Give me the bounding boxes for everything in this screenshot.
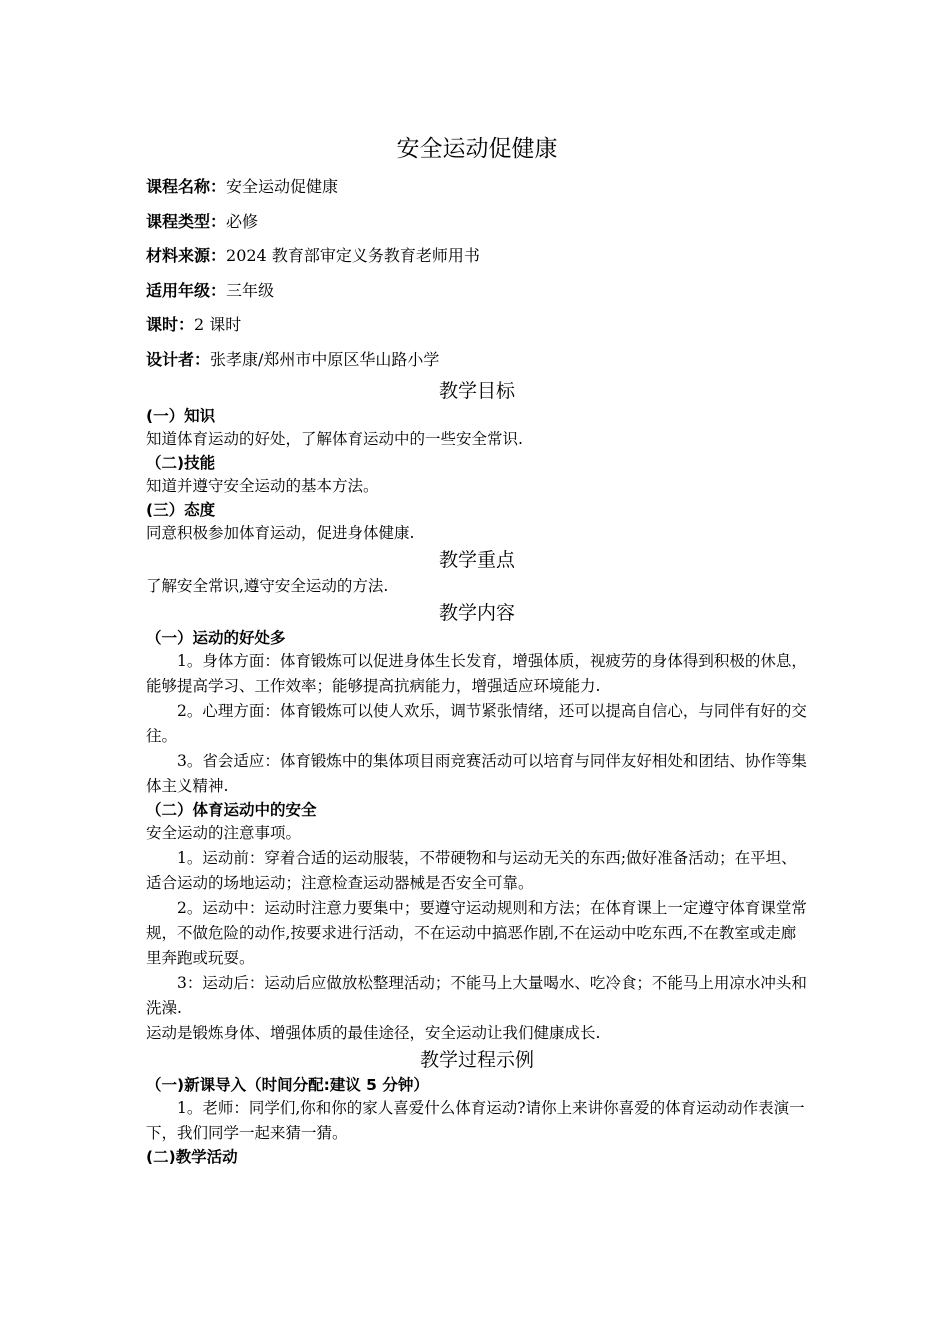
meta-key: 课时： <box>146 315 195 334</box>
subheading-safety: （二）体育运动中的安全 <box>146 801 317 819</box>
meta-value: 张孝康/郑州市中原区华山路小学 <box>210 349 440 369</box>
subheading-activities: (二)教学活动 <box>146 1148 238 1166</box>
meta-key: 设计者： <box>146 349 211 369</box>
meta-hours <box>146 308 808 343</box>
paragraph-after-exercise: 3：运动后：运动后应做放松整理活动；不能马上大量喝水、吃冷食；不能马上用凉水冲头和洗澡. <box>146 974 807 1017</box>
meta-material-source <box>146 239 808 274</box>
section-heading-content: 教学内容 <box>438 602 515 624</box>
subheading-attitude: (三）态度 <box>146 501 216 519</box>
content-conclusion: 运动是锻炼身体、增强体质的最佳途径，安全运动让我们健康成长. <box>146 1024 601 1042</box>
meta-value: 安全运动促健康 <box>226 177 339 196</box>
goal-knowledge-text: 知道体育运动的好处，了解体育运动中的一些安全常识. <box>146 430 523 448</box>
meta-designer <box>146 343 808 378</box>
meta-value: 必修 <box>226 211 259 231</box>
meta-key: 课程名称： <box>146 177 227 196</box>
safety-intro: 安全运动的注意事项。 <box>146 824 302 842</box>
subheading-skills: （二)技能 <box>146 454 216 472</box>
meta-key: 适用年级： <box>146 280 227 300</box>
meta-course-name <box>146 170 808 205</box>
meta-value: 三年级 <box>226 280 275 300</box>
paragraph-social: 3。省会适应：体育锻炼中的集体项目雨竞赛活动可以培育与同伴友好相处和团结、协作等集体主义精神. <box>146 752 807 795</box>
document-page <box>146 130 808 1168</box>
paragraph-physical: 1。身体方面：体育锻炼可以促进身体生长发育，增强体质，视疲劳的身体得到积极的休息，能够提高学习、工作效率；能够提高抗病能力，增强适应环境能力. <box>146 652 807 695</box>
meta-value: 2 课时 <box>194 315 242 334</box>
meta-key: 材料来源： <box>146 246 227 265</box>
paragraph-before-exercise: 1。运动前：穿着合适的运动服装，不带硬物和与运动无关的东西;做好准备活动；在平坦、适合运动的场地运动；注意检查运动器械是否安全可靠。 <box>146 849 797 892</box>
key-points-text: 了解安全常识,遵守安全运动的方法. <box>146 577 389 595</box>
paragraph-during-exercise: 2。运动中：运动时注意力要集中；要遵守运动规则和方法；在体育课上一定遵守体育课堂常规，不做危险的动作,按要求进行活动，不在运动中搞恶作剧,不在运动中吃东西,不在教室或走廊里奔跑或玩耍。 <box>146 899 807 967</box>
section-heading-goals: 教学目标 <box>438 380 515 402</box>
subheading-benefits: （一）运动的好处多 <box>146 629 286 647</box>
section-heading-key-points: 教学重点 <box>438 549 515 571</box>
goal-skills-text: 知道并遵守安全运动的基本方法。 <box>146 477 379 495</box>
meta-key: 课程类型： <box>146 211 227 231</box>
subheading-knowledge: (一）知识 <box>146 407 216 425</box>
goal-attitude-text: 同意积极参加体育运动，促进身体健康. <box>146 524 415 542</box>
meta-grade <box>146 274 808 309</box>
section-heading-process: 教学过程示例 <box>419 1049 534 1071</box>
meta-value: 2024 教育部审定义务教育老师用书 <box>226 246 480 265</box>
paragraph-teacher-intro: 1。老师：同学们,你和你的家人喜爱什么体育运动?请你上来讲你喜爱的体育运动动作表演一下，我们同学一起来猜一猜。 <box>146 1099 805 1142</box>
subheading-introduction: （一)新课导入（时间分配:建议 5 分钟） <box>146 1076 429 1094</box>
meta-course-type <box>146 205 808 240</box>
document-title: 安全运动促健康 <box>396 136 558 162</box>
paragraph-psychological: 2。心理方面：体育锻炼可以使人欢乐，调节紧张情绪，还可以提高自信心，与同伴有好的交往。 <box>146 702 807 745</box>
